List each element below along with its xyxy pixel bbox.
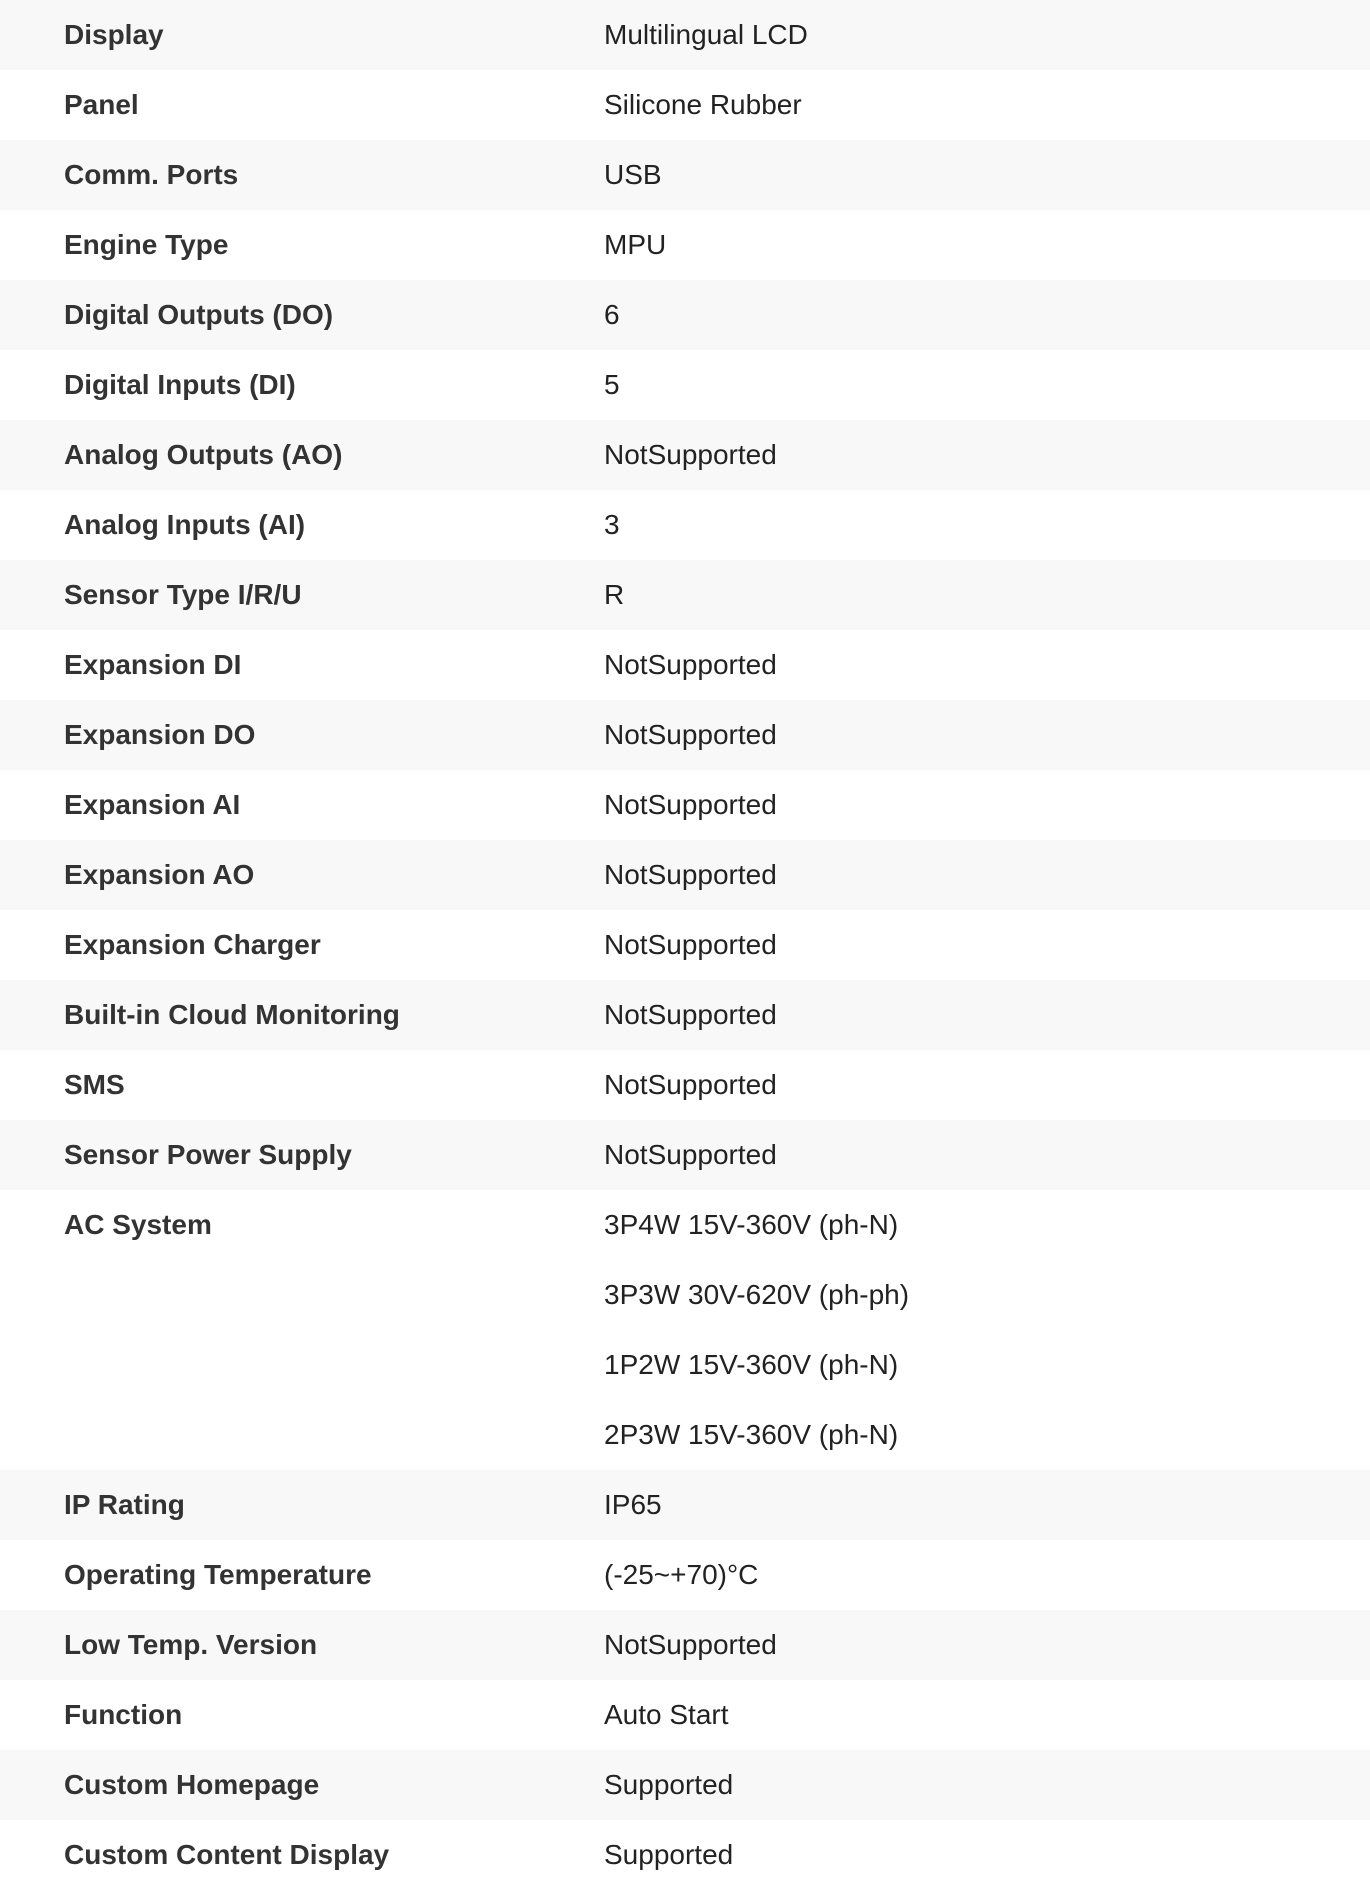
spec-label: SMS — [64, 1069, 125, 1100]
spec-label: AC System — [64, 1209, 212, 1240]
spec-value: NotSupported — [604, 719, 777, 750]
spec-label: Function — [64, 1699, 183, 1730]
spec-value: 3P4W 15V-360V (ph-N) — [604, 1209, 899, 1240]
spec-row-custom-content-display — [0, 1820, 1370, 1890]
spec-label: Digital Inputs (DI) — [64, 369, 296, 400]
spec-value: NotSupported — [604, 929, 777, 960]
spec-value: Multilingual LCD — [604, 19, 808, 50]
spec-row-display — [0, 0, 1370, 70]
spec-value: NotSupported — [604, 649, 777, 680]
spec-value: NotSupported — [604, 789, 777, 820]
spec-row-low-temp-version — [0, 1610, 1370, 1680]
spec-row-analog-outputs — [0, 420, 1370, 490]
spec-value: NotSupported — [604, 439, 777, 470]
spec-label: Operating Temperature — [64, 1559, 372, 1590]
spec-value: (-25~+70)°C — [604, 1559, 759, 1590]
spec-value: IP65 — [604, 1489, 662, 1520]
spec-row-operating-temperature — [0, 1540, 1370, 1610]
spec-value: Supported — [604, 1769, 734, 1800]
spec-label: Sensor Type I/R/U — [64, 579, 302, 610]
spec-row-comm-ports — [0, 140, 1370, 210]
spec-row-ac-system — [0, 1190, 1370, 1470]
spec-label: Comm. Ports — [64, 159, 239, 190]
spec-value: NotSupported — [604, 1069, 777, 1100]
spec-label: Expansion AO — [64, 859, 255, 890]
spec-label: Expansion Charger — [64, 929, 321, 960]
spec-label: Expansion DO — [64, 719, 256, 750]
spec-value: MPU — [604, 229, 667, 260]
spec-row-expansion-do — [0, 700, 1370, 770]
spec-value: R — [604, 579, 625, 610]
spec-label: Custom Content Display — [64, 1839, 390, 1870]
spec-label: Analog Inputs (AI) — [64, 509, 306, 540]
spec-row-cloud-monitoring — [0, 980, 1370, 1050]
spec-label: Custom Homepage — [64, 1769, 320, 1800]
spec-label: Sensor Power Supply — [64, 1139, 352, 1170]
spec-value: NotSupported — [604, 1139, 777, 1170]
spec-label: Expansion AI — [64, 789, 241, 820]
spec-row-function — [0, 1680, 1370, 1750]
spec-value: NotSupported — [604, 1629, 777, 1660]
spec-row-engine-type — [0, 210, 1370, 280]
spec-value: 2P3W 15V-360V (ph-N) — [604, 1419, 899, 1450]
spec-row-sensor-power-supply — [0, 1120, 1370, 1190]
spec-label: Panel — [64, 89, 139, 120]
spec-row-expansion-ao — [0, 840, 1370, 910]
spec-row-sensor-type — [0, 560, 1370, 630]
spec-value: NotSupported — [604, 859, 777, 890]
spec-row-expansion-di — [0, 630, 1370, 700]
spec-value: 6 — [604, 299, 620, 330]
spec-value: USB — [604, 159, 662, 190]
spec-value: Supported — [604, 1839, 734, 1870]
spec-label: Built-in Cloud Monitoring — [64, 999, 400, 1030]
spec-label: Display — [64, 19, 164, 50]
spec-value: 3 — [604, 509, 620, 540]
spec-value: Auto Start — [604, 1699, 729, 1730]
spec-value: NotSupported — [604, 999, 777, 1030]
spec-label: Digital Outputs (DO) — [64, 299, 334, 330]
spec-row-digital-inputs — [0, 350, 1370, 420]
spec-label: Low Temp. Version — [64, 1629, 318, 1660]
spec-value: 5 — [604, 369, 620, 400]
spec-row-digital-outputs — [0, 280, 1370, 350]
spec-row-ip-rating — [0, 1470, 1370, 1540]
spec-label: Analog Outputs (AO) — [64, 439, 343, 470]
spec-label: IP Rating — [64, 1489, 185, 1520]
spec-value: 1P2W 15V-360V (ph-N) — [604, 1349, 899, 1380]
spec-label: Engine Type — [64, 229, 229, 260]
spec-label: Expansion DI — [64, 649, 242, 680]
spec-row-sms — [0, 1050, 1370, 1120]
spec-value: Silicone Rubber — [604, 89, 802, 120]
spec-row-analog-inputs — [0, 490, 1370, 560]
spec-row-panel — [0, 70, 1370, 140]
spec-row-custom-homepage — [0, 1750, 1370, 1820]
spec-value: 3P3W 30V-620V (ph-ph) — [604, 1279, 910, 1310]
spec-row-expansion-charger — [0, 910, 1370, 980]
spec-row-expansion-ai — [0, 770, 1370, 840]
